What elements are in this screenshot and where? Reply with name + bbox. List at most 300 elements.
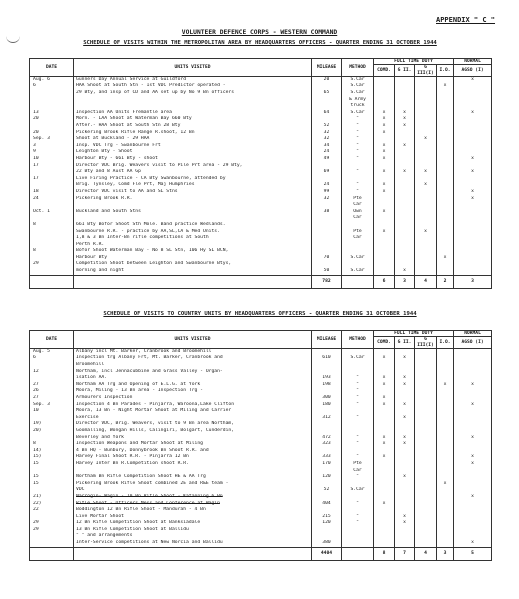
date-line: 12 <box>33 368 39 374</box>
method-line: " <box>356 500 359 506</box>
giii-line: x <box>424 169 427 175</box>
method-line: " <box>356 434 359 440</box>
cell-date <box>30 110 74 163</box>
io-line <box>439 349 451 356</box>
io-line <box>439 441 451 448</box>
total-mileage: 4404 <box>312 547 342 560</box>
gii-line <box>397 501 412 508</box>
method-line <box>344 261 371 268</box>
giii-line <box>417 110 434 117</box>
date-line: 17 <box>33 175 39 181</box>
cell-gii <box>395 369 415 409</box>
gii-line <box>397 90 412 97</box>
spacer <box>397 468 412 475</box>
io-line <box>439 163 451 170</box>
mileage-line: 65 <box>323 90 330 96</box>
io-line <box>439 369 451 376</box>
giii-line <box>417 388 434 395</box>
method-line: " <box>356 441 359 447</box>
totals-row <box>30 547 492 560</box>
units-line: Harbour Bty <box>76 254 108 260</box>
mileage-line: 52 <box>323 487 330 493</box>
date-line: 29 <box>33 261 39 267</box>
mileage-line: 69 <box>323 169 330 175</box>
method-line: truck <box>350 103 365 109</box>
giii-line: x <box>424 182 427 188</box>
gii-line <box>397 448 412 455</box>
cell-comd <box>374 533 395 547</box>
comd-line <box>376 487 392 494</box>
date-line <box>33 533 71 540</box>
table-row <box>30 369 492 409</box>
comd-line: x <box>382 155 386 161</box>
cell-giii <box>415 369 437 409</box>
cell-date <box>30 348 74 368</box>
units-line: Goomalling, Wongan Hills, Calingiri, Bolgart, Cunderdin, <box>76 427 235 433</box>
comd-line <box>376 448 392 455</box>
giii-line <box>417 248 434 255</box>
io-line <box>439 149 451 156</box>
mileage-line: 170 <box>322 460 331 466</box>
gii-line <box>397 163 412 170</box>
units-line: 13 Bn Rifle Competition Shoot at Ballidu <box>76 526 189 532</box>
spacer <box>33 169 71 176</box>
agso-line <box>456 428 489 435</box>
cell-gii <box>395 348 415 368</box>
units-line: Moora, 13 Bn - Night Mortar Shoot at Miling and Carrier <box>76 408 232 414</box>
cell-mileage <box>312 474 342 494</box>
units-line: Brig. Tynsley, Comd Fle Prt, Maj Humphries <box>76 182 195 188</box>
units-line: Northam AA Trg and Opening of E.L.G. at York <box>76 381 201 387</box>
header-normal: NORMAL <box>454 331 492 337</box>
method-line: " <box>356 116 359 122</box>
io-line <box>439 169 451 176</box>
method-line: " <box>356 142 359 148</box>
comd-line <box>376 369 392 376</box>
method-line <box>344 222 371 229</box>
cell-mileage <box>312 222 342 248</box>
total-gii: 3 <box>395 275 415 288</box>
header-full-time: FULL TIME DUTY <box>374 331 454 337</box>
gii-line: x <box>403 142 406 148</box>
units-line: Inspection trg Albany Frt, Mt. Barker, Cranbrook and <box>76 355 223 361</box>
comd-line <box>376 533 392 540</box>
gii-line <box>397 527 412 534</box>
units-line: Morn. - LAA Shoot at Waterman Bay 660 Bty <box>76 116 192 122</box>
io-line <box>439 355 451 362</box>
agso-line <box>456 408 489 415</box>
io-line <box>439 123 451 130</box>
giii-line <box>417 375 434 382</box>
date-line: 15 <box>33 480 39 486</box>
date-line: 19) <box>33 421 42 427</box>
method-line: Pte <box>353 460 362 466</box>
giii-line <box>417 461 434 468</box>
giii-line <box>417 441 434 448</box>
cell-giii <box>415 494 437 534</box>
mileage-line: 38 <box>323 208 330 214</box>
mileage-line: 323 <box>322 441 331 447</box>
mileage-line: 198 <box>322 381 331 387</box>
units-line: Northam Bn Rifle Competition Shoot HE & AA Trg <box>76 474 206 480</box>
mileage-line <box>314 428 339 435</box>
date-line: 15 <box>33 460 39 466</box>
giii-line <box>417 130 434 137</box>
table-row <box>30 222 492 248</box>
gii-line: x <box>403 123 406 128</box>
date-line <box>33 268 71 275</box>
date-line <box>33 435 71 442</box>
io-line <box>439 182 451 189</box>
cell-gii <box>395 408 415 421</box>
giii-line <box>417 448 434 455</box>
units-line: Northam, incl Jennacubbine and Grass Valley - Organ- <box>76 368 223 374</box>
cell-io <box>437 176 454 209</box>
cell-units <box>74 441 312 474</box>
mileage-line <box>314 507 339 514</box>
agso-line <box>456 149 489 156</box>
cell-units <box>74 110 312 163</box>
spacer <box>397 202 412 209</box>
io-line <box>439 395 451 402</box>
date-line: Aug. 5 <box>33 348 50 354</box>
units-line: Live Firing Practice - CA Bty Swanbourne, attended by <box>76 175 226 181</box>
io-line <box>439 209 451 216</box>
io-line <box>439 189 451 196</box>
comd-line: x <box>382 454 386 460</box>
header-io: I.O. <box>437 65 454 77</box>
spacer <box>456 97 489 104</box>
gii-line <box>397 235 412 242</box>
cell-method <box>342 222 374 248</box>
cell-giii <box>415 176 437 209</box>
comd-line <box>376 255 392 262</box>
comd-line <box>376 268 392 275</box>
mileage-line <box>314 116 339 123</box>
method-line: " <box>356 454 359 460</box>
spacer <box>376 215 392 222</box>
spacer <box>397 215 412 222</box>
mileage-line <box>314 235 339 242</box>
method-line: " <box>356 149 359 155</box>
agso-line <box>456 481 489 488</box>
giii-line <box>417 209 434 216</box>
comd-line <box>376 507 392 514</box>
cell-io <box>437 408 454 421</box>
comd-line <box>376 408 392 415</box>
total-empty <box>30 547 74 560</box>
units-line: 1,8 & 3 Bn Inter-Bn rifle competitions at South <box>76 235 209 241</box>
table-row <box>30 494 492 534</box>
cell-io <box>437 474 454 494</box>
total-mileage: 782 <box>312 275 342 288</box>
units-line: Rifle Shoot - Officers Mess and Conference at Wagin <box>76 500 220 506</box>
cell-gii <box>395 110 415 163</box>
cell-date <box>30 421 74 441</box>
cell-giii <box>415 248 437 275</box>
units-line: 4 Bn HQ - Bunbury, Donnybrook Bn Shoot R.R. and <box>76 447 209 453</box>
mileage-line <box>314 533 339 540</box>
mileage-line <box>314 388 339 395</box>
gii-line <box>397 130 412 137</box>
cell-date <box>30 408 74 421</box>
comd-line: x <box>382 129 386 135</box>
gii-line <box>397 487 412 494</box>
spacer <box>456 202 489 209</box>
cell-agso <box>454 110 492 163</box>
appendix-label: APPENDIX " C " <box>436 16 496 24</box>
agso-line <box>456 209 489 216</box>
date-line: 3 <box>33 142 36 148</box>
mileage-line: 64 <box>323 109 330 115</box>
agso-line <box>456 441 489 448</box>
units-line: " " and arrangements <box>76 533 133 539</box>
cell-units <box>74 176 312 209</box>
agso-line <box>456 130 489 137</box>
mileage-line: 312 <box>322 414 331 420</box>
io-line <box>439 77 451 84</box>
method-line: Car <box>353 467 362 473</box>
io-line <box>439 454 451 461</box>
io-line <box>439 196 451 203</box>
agso-line <box>456 507 489 514</box>
io-line <box>439 222 451 229</box>
agso-line <box>456 242 489 249</box>
units-line: isation AA. <box>76 375 108 381</box>
date-line: 21) <box>33 493 42 499</box>
cell-date <box>30 163 74 176</box>
date-line: Sep. 3 <box>33 136 50 142</box>
spacer <box>314 215 339 222</box>
io-line <box>439 428 451 435</box>
comd-line: x <box>382 401 386 407</box>
agso-line <box>456 533 489 540</box>
cell-comd <box>374 163 395 176</box>
gii-line <box>397 248 412 255</box>
method-line: Car <box>353 235 362 241</box>
method-line: " <box>356 123 359 128</box>
io-line <box>439 501 451 508</box>
spacer <box>76 97 309 104</box>
date-line <box>33 182 71 189</box>
method-line: " <box>356 401 359 407</box>
giii-line <box>417 255 434 262</box>
cell-mileage <box>312 176 342 209</box>
date-line <box>33 229 71 236</box>
units-line: Broomehill <box>76 362 105 368</box>
cell-gii <box>395 494 415 534</box>
io-line <box>439 435 451 442</box>
gii-line <box>397 83 412 90</box>
method-line <box>344 176 371 183</box>
gii-line <box>397 408 412 415</box>
mileage-line <box>314 242 339 249</box>
giii-line: x <box>424 136 427 142</box>
cell-mileage <box>312 421 342 441</box>
spacer <box>314 103 339 110</box>
cell-giii <box>415 222 437 248</box>
gii-line <box>397 209 412 216</box>
io-line <box>439 494 451 501</box>
io-line: x <box>443 480 447 486</box>
comd-line: x <box>382 381 386 387</box>
header-comd: COMD. <box>374 337 395 349</box>
cell-gii <box>395 441 415 474</box>
comd-line: x <box>382 395 386 400</box>
cell-method <box>342 176 374 209</box>
comd-line <box>376 235 392 242</box>
cell-io <box>437 163 454 176</box>
giii-line <box>417 77 434 84</box>
date-line: 29 <box>33 526 39 532</box>
header-units: UNITS VISITED <box>74 331 312 349</box>
method-line <box>344 448 371 455</box>
mileage-line <box>314 494 339 501</box>
gii-line <box>397 261 412 268</box>
spacer <box>417 468 434 475</box>
comd-line <box>376 83 392 90</box>
date-line: 27 <box>33 395 39 400</box>
mileage-line <box>314 163 339 170</box>
units-line: 661 Bty Bofor Shoot Sth Mole. Band practice Wedlands. <box>76 221 226 227</box>
io-line <box>439 415 451 422</box>
mileage-line <box>314 222 339 229</box>
agso-line <box>456 176 489 183</box>
date-line: 15 <box>33 474 39 480</box>
giii-line <box>417 520 434 527</box>
io-line <box>439 375 451 382</box>
giii-line <box>417 481 434 488</box>
comd-line <box>376 514 392 521</box>
method-line: " <box>356 388 359 394</box>
mileage-line: 472 <box>322 434 331 440</box>
comd-line: x <box>382 434 386 440</box>
giii-line <box>417 474 434 481</box>
agso-line <box>456 487 489 494</box>
method-line <box>344 362 371 369</box>
gii-line <box>397 182 412 189</box>
io-line <box>439 268 451 275</box>
total-empty <box>30 275 74 288</box>
cell-comd <box>374 209 395 222</box>
agso-line <box>456 501 489 508</box>
mileage-line: 300 <box>322 395 331 400</box>
cell-agso <box>454 222 492 248</box>
mileage-line: 610 <box>322 355 331 361</box>
mileage-line <box>314 481 339 488</box>
io-line <box>439 402 451 409</box>
comd-line: x <box>382 169 386 175</box>
mileage-line: 404 <box>322 500 331 506</box>
cell-comd <box>374 348 395 368</box>
table-row <box>30 110 492 163</box>
header-gii: G II. <box>395 337 415 349</box>
units-line: HAA Shoot at South Stn - 1st VDC Predictor operated - <box>76 83 226 89</box>
method-line <box>344 527 371 534</box>
total-giii: 4 <box>415 547 437 560</box>
cell-method <box>342 533 374 547</box>
io-line: x <box>443 83 447 89</box>
giii-line <box>417 533 434 540</box>
metropolitan-visits-table <box>29 58 492 289</box>
cell-agso <box>454 209 492 222</box>
giii-line <box>417 163 434 170</box>
gii-line: x <box>403 268 406 274</box>
mileage-line: 120 <box>322 520 331 526</box>
method-line <box>344 494 371 501</box>
total-empty <box>342 275 374 288</box>
cell-method <box>342 110 374 163</box>
method-line: Car <box>353 215 362 221</box>
giii-line <box>417 514 434 521</box>
cell-agso <box>454 176 492 209</box>
cell-agso <box>454 494 492 534</box>
agso-line <box>456 355 489 362</box>
cell-comd <box>374 369 395 409</box>
cell-date <box>30 209 74 222</box>
cell-method <box>342 441 374 474</box>
giii-line <box>417 527 434 534</box>
comd-line <box>376 362 392 369</box>
gii-line: x <box>403 169 406 175</box>
io-line <box>439 362 451 369</box>
spacer <box>33 90 71 97</box>
table-row <box>30 441 492 474</box>
cell-mileage <box>312 163 342 176</box>
method-line: " <box>356 188 359 194</box>
mileage-line: 50 <box>323 268 330 274</box>
agso-line <box>456 369 489 376</box>
table-row <box>30 176 492 209</box>
gii-line <box>397 255 412 262</box>
gii-line <box>397 156 412 163</box>
units-line: 29 Bty, and insp of CD and AA set up by No 9 Bn officers <box>76 90 235 96</box>
method-line: " <box>356 513 359 519</box>
io-line <box>439 527 451 534</box>
spacer <box>456 215 489 222</box>
comd-line <box>376 77 392 84</box>
agso-line: x <box>471 401 474 407</box>
cell-giii <box>415 441 437 474</box>
method-line <box>344 481 371 488</box>
agso-line <box>456 182 489 189</box>
date-line <box>33 235 71 242</box>
agso-line <box>456 520 489 527</box>
date-line: Sep. 3 <box>33 401 50 407</box>
cell-comd <box>374 441 395 474</box>
date-line: 14) <box>33 447 42 453</box>
units-line: Director VDC, Brig. Weavers, visit to 9 Bn area Northam, <box>76 421 235 427</box>
comd-line <box>376 248 392 255</box>
giii-line <box>417 402 434 409</box>
agso-line <box>456 395 489 402</box>
giii-line <box>417 261 434 268</box>
header-date: DATE <box>30 59 74 77</box>
io-line <box>439 156 451 163</box>
units-line: Boddington 12 Bn Rifle Shoot - Mandurah - 4 Bn <box>76 507 206 513</box>
giii-line <box>417 487 434 494</box>
units-line: Armourers Inspection <box>76 395 133 400</box>
method-line: " <box>356 414 359 420</box>
comd-line: x <box>382 142 386 148</box>
cell-agso <box>454 348 492 368</box>
spacer <box>417 215 434 222</box>
table-row <box>30 533 492 547</box>
gii-line <box>397 222 412 229</box>
io-line <box>439 533 451 540</box>
comd-line <box>376 428 392 435</box>
cell-gii <box>395 533 415 547</box>
